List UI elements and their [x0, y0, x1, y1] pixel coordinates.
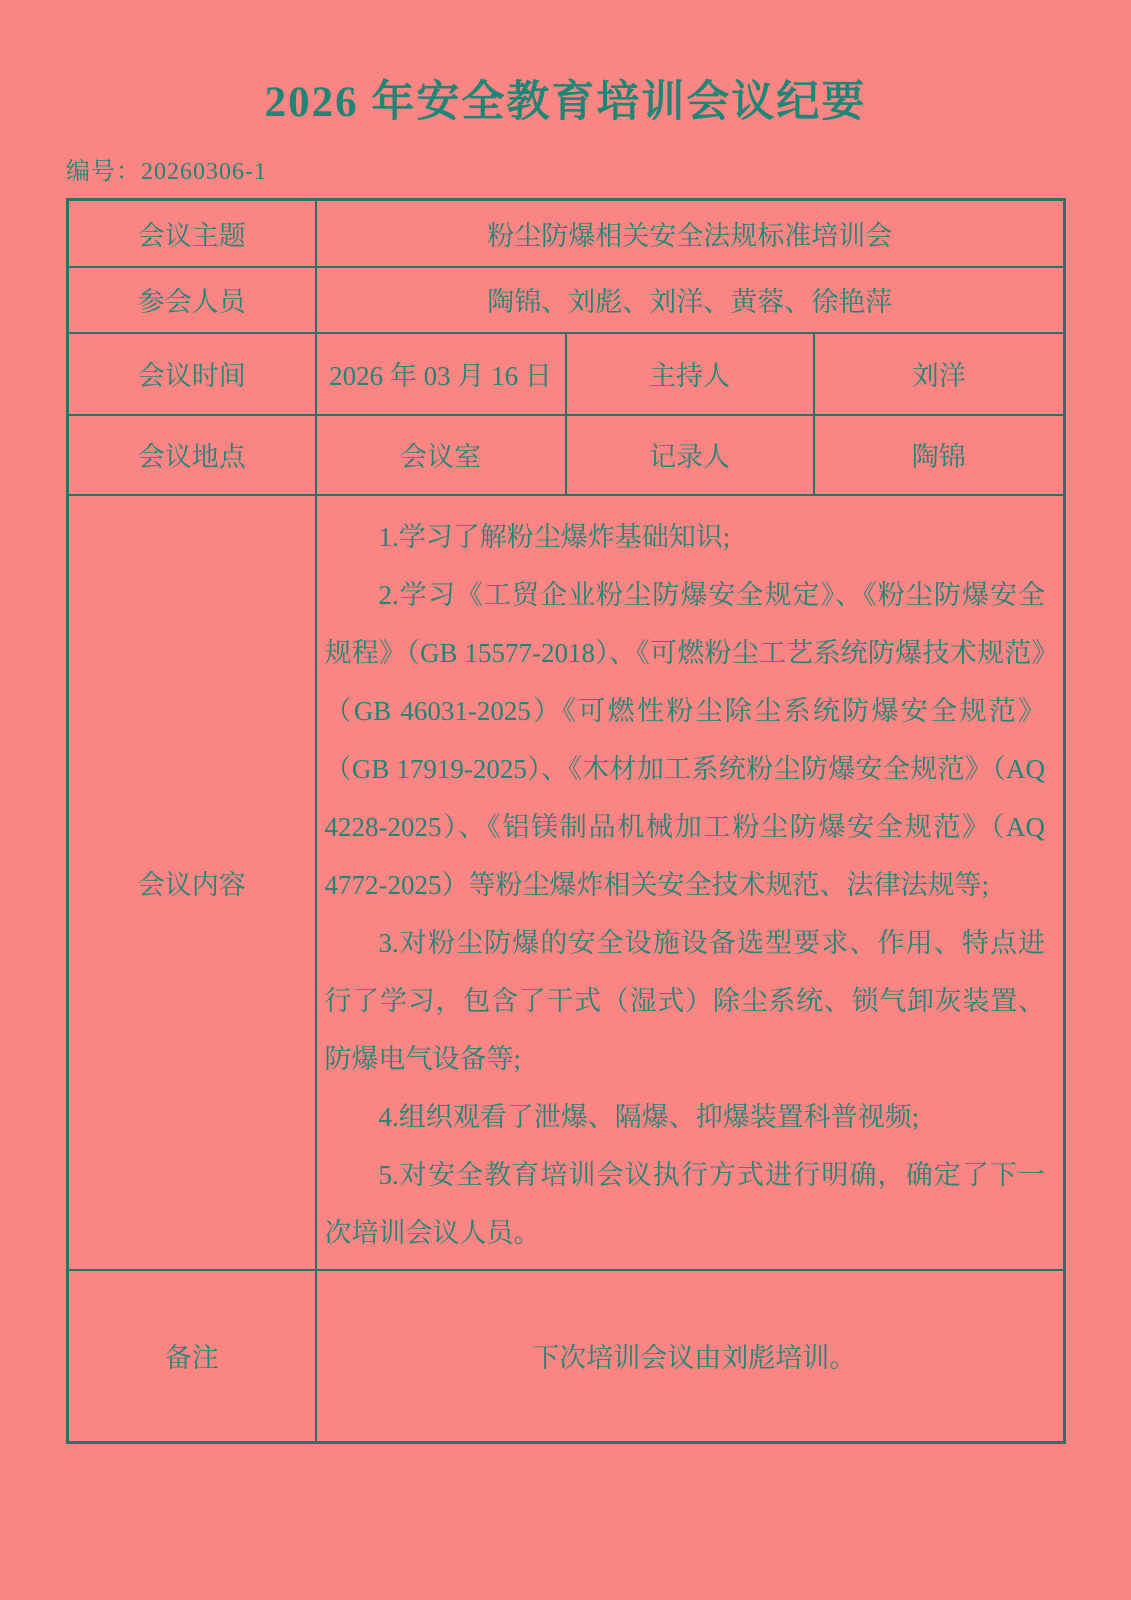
host-value-cell: 刘洋 — [814, 333, 1065, 415]
meeting-minutes-table — [66, 198, 1066, 1444]
content-paragraph-1: 1.学习了解粉尘爆炸基础知识; — [378, 522, 731, 552]
topic-label-cell: 会议主题 — [68, 200, 316, 267]
time-label-cell: 会议时间 — [68, 333, 316, 415]
content-paragraph-5: 5.对安全教育培训会议执行方式进行明确，确定了下一次培训会议人员。 — [324, 1160, 1046, 1248]
doc-number-label: 编号： — [66, 159, 141, 185]
page-title: 2026 年安全教育培训会议纪要 — [264, 79, 867, 126]
recorder-value-cell: 陶锦 — [814, 415, 1065, 495]
content-paragraph-3: 3.对粉尘防爆的安全设施设备选型要求、作用、特点进行了学习，包含了干式（湿式）除尘系统、锁气卸灰装置、防爆电气设备等; — [324, 928, 1046, 1074]
topic-value-cell: 粉尘防爆相关安全法规标准培训会 — [316, 200, 1065, 267]
doc-number-value: 20260306-1 — [141, 159, 267, 185]
time-value-cell: 2026 年 03 月 16 日 — [316, 333, 566, 415]
remarks-value-cell: 下次培训会议由刘彪培训。 — [316, 1270, 1065, 1443]
attendees-label-cell: 参会人员 — [68, 267, 316, 333]
attendees-value-cell: 陶锦、刘彪、刘洋、黄蓉、徐艳萍 — [316, 267, 1065, 333]
content-label-cell: 会议内容 — [68, 495, 316, 1270]
row-time — [68, 333, 1065, 415]
location-value-cell: 会议室 — [316, 415, 566, 495]
recorder-label-cell: 记录人 — [566, 415, 814, 495]
content-value-cell — [316, 495, 1065, 1270]
row-content — [68, 495, 1065, 1270]
row-attendees — [68, 267, 1065, 333]
content-paragraph-4: 4.组织观看了泄爆、隔爆、抑爆装置科普视频; — [378, 1102, 920, 1132]
host-label-cell: 主持人 — [566, 333, 814, 415]
row-topic — [68, 200, 1065, 267]
row-location — [68, 415, 1065, 495]
location-label-cell: 会议地点 — [68, 415, 316, 495]
row-remarks — [68, 1270, 1065, 1443]
remarks-label-cell: 备注 — [68, 1270, 316, 1443]
content-paragraph-2: 2.学习《工贸企业粉尘防爆安全规定》、《粉尘防爆安全规程》（GB 15577-2018）、《可燃粉尘工艺系统防爆技术规范》（GB 46031-2025）《可燃性粉尘除尘系统防爆安全规范》（GB 17919-2025）、《木材加工系统粉尘防爆安全规范》（AQ 4228-2025）、《铝镁制品机械加工粉尘防爆安全规范》（AQ 4772-2025）等粉尘爆炸相关安全技术规范、法律法规等; — [324, 580, 1046, 900]
doc-number-line — [66, 151, 1131, 186]
